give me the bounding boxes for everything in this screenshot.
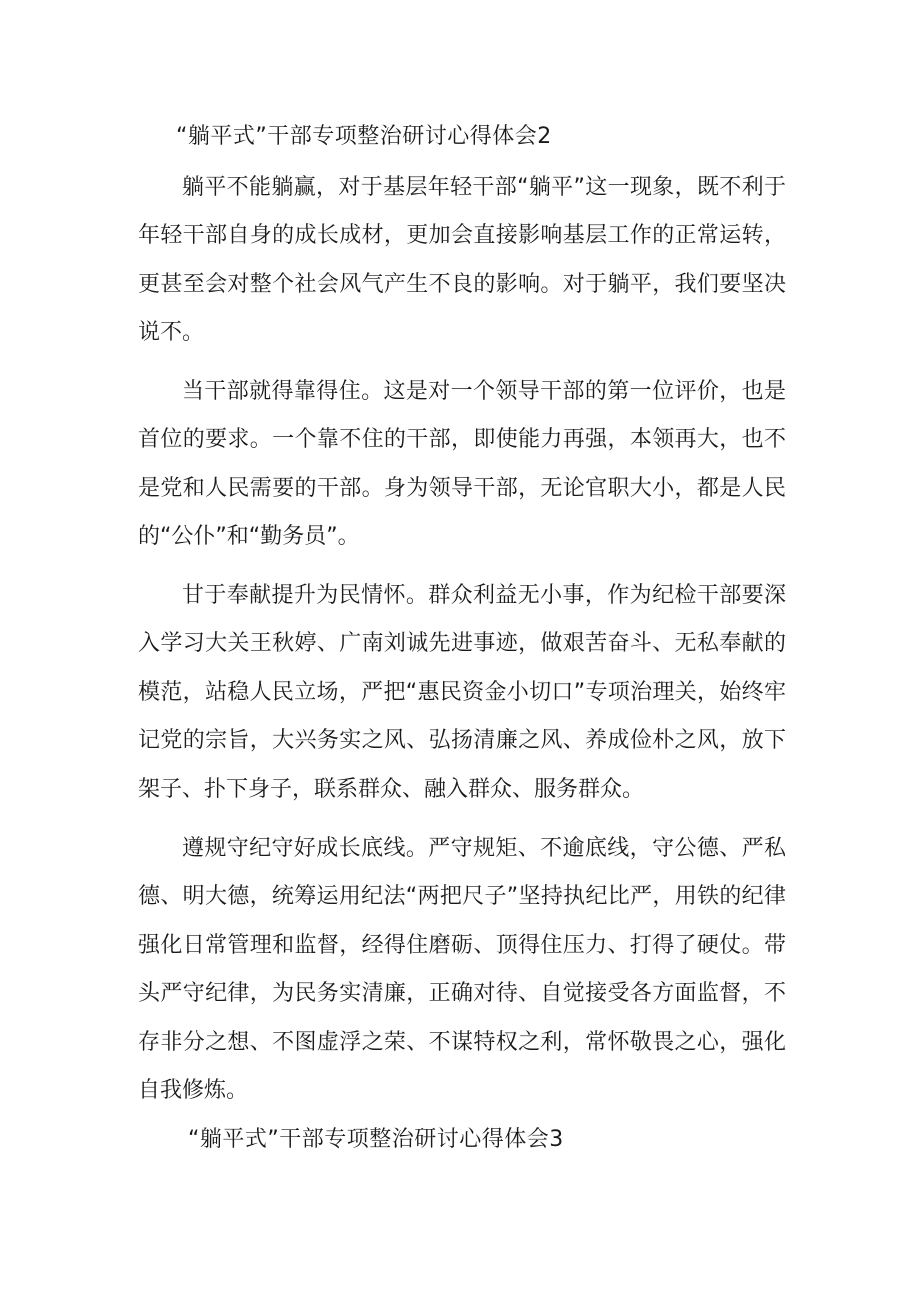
paragraph-1: 躺平不能躺赢，对于基层年轻干部“躺平”这一现象，既不利于年轻干部自身的成长成材，更加会直接影响基层工作的正常运转，更甚至会对整个社会风气产生不良的影响。对于躺平，我们要坚决说不。	[138, 175, 786, 346]
section-heading-2: “躺平式”干部专项整治研讨心得体会2	[176, 124, 552, 149]
section-heading-3: “躺平式”干部专项整治研讨心得体会3	[188, 1127, 564, 1152]
paragraph-3: 甘于奉献提升为民情怀。群众利益无小事，作为纪检干部要深入学习大关王秋婷、广南刘诚先进事迹，做艰苦奋斗、无私奉献的模范，站稳人民立场，严把“惠民资金小切口”专项治理关，始终牢记党的宗旨，大兴务实之风、弘扬清廉之风、养成俭朴之风，放下架子、扑下身子，联系群众、融入群众、服务群众。	[138, 583, 786, 802]
paragraph-4: 遵规守纪守好成长底线。严守规矩、不逾底线，守公德、严私德、明大德，统筹运用纪法“两把尺子”坚持执纪比严，用铁的纪律强化日常管理和监督，经得住磨砺、顶得住压力、打得了硬仗。带头严守纪律，为民务实清廉，正确对待、自觉接受各方面监督，不存非分之想、不图虚浮之荣、不谋特权之利，常怀敬畏之心，强化自我修炼。	[138, 836, 786, 1104]
paragraph-2: 当干部就得靠得住。这是对一个领导干部的第一位评价，也是首位的要求。一个靠不住的干部，即使能力再强，本领再大，也不是党和人民需要的干部。身为领导干部，无论官职大小，都是人民的“公仆”和“勤务员”。	[138, 379, 786, 550]
